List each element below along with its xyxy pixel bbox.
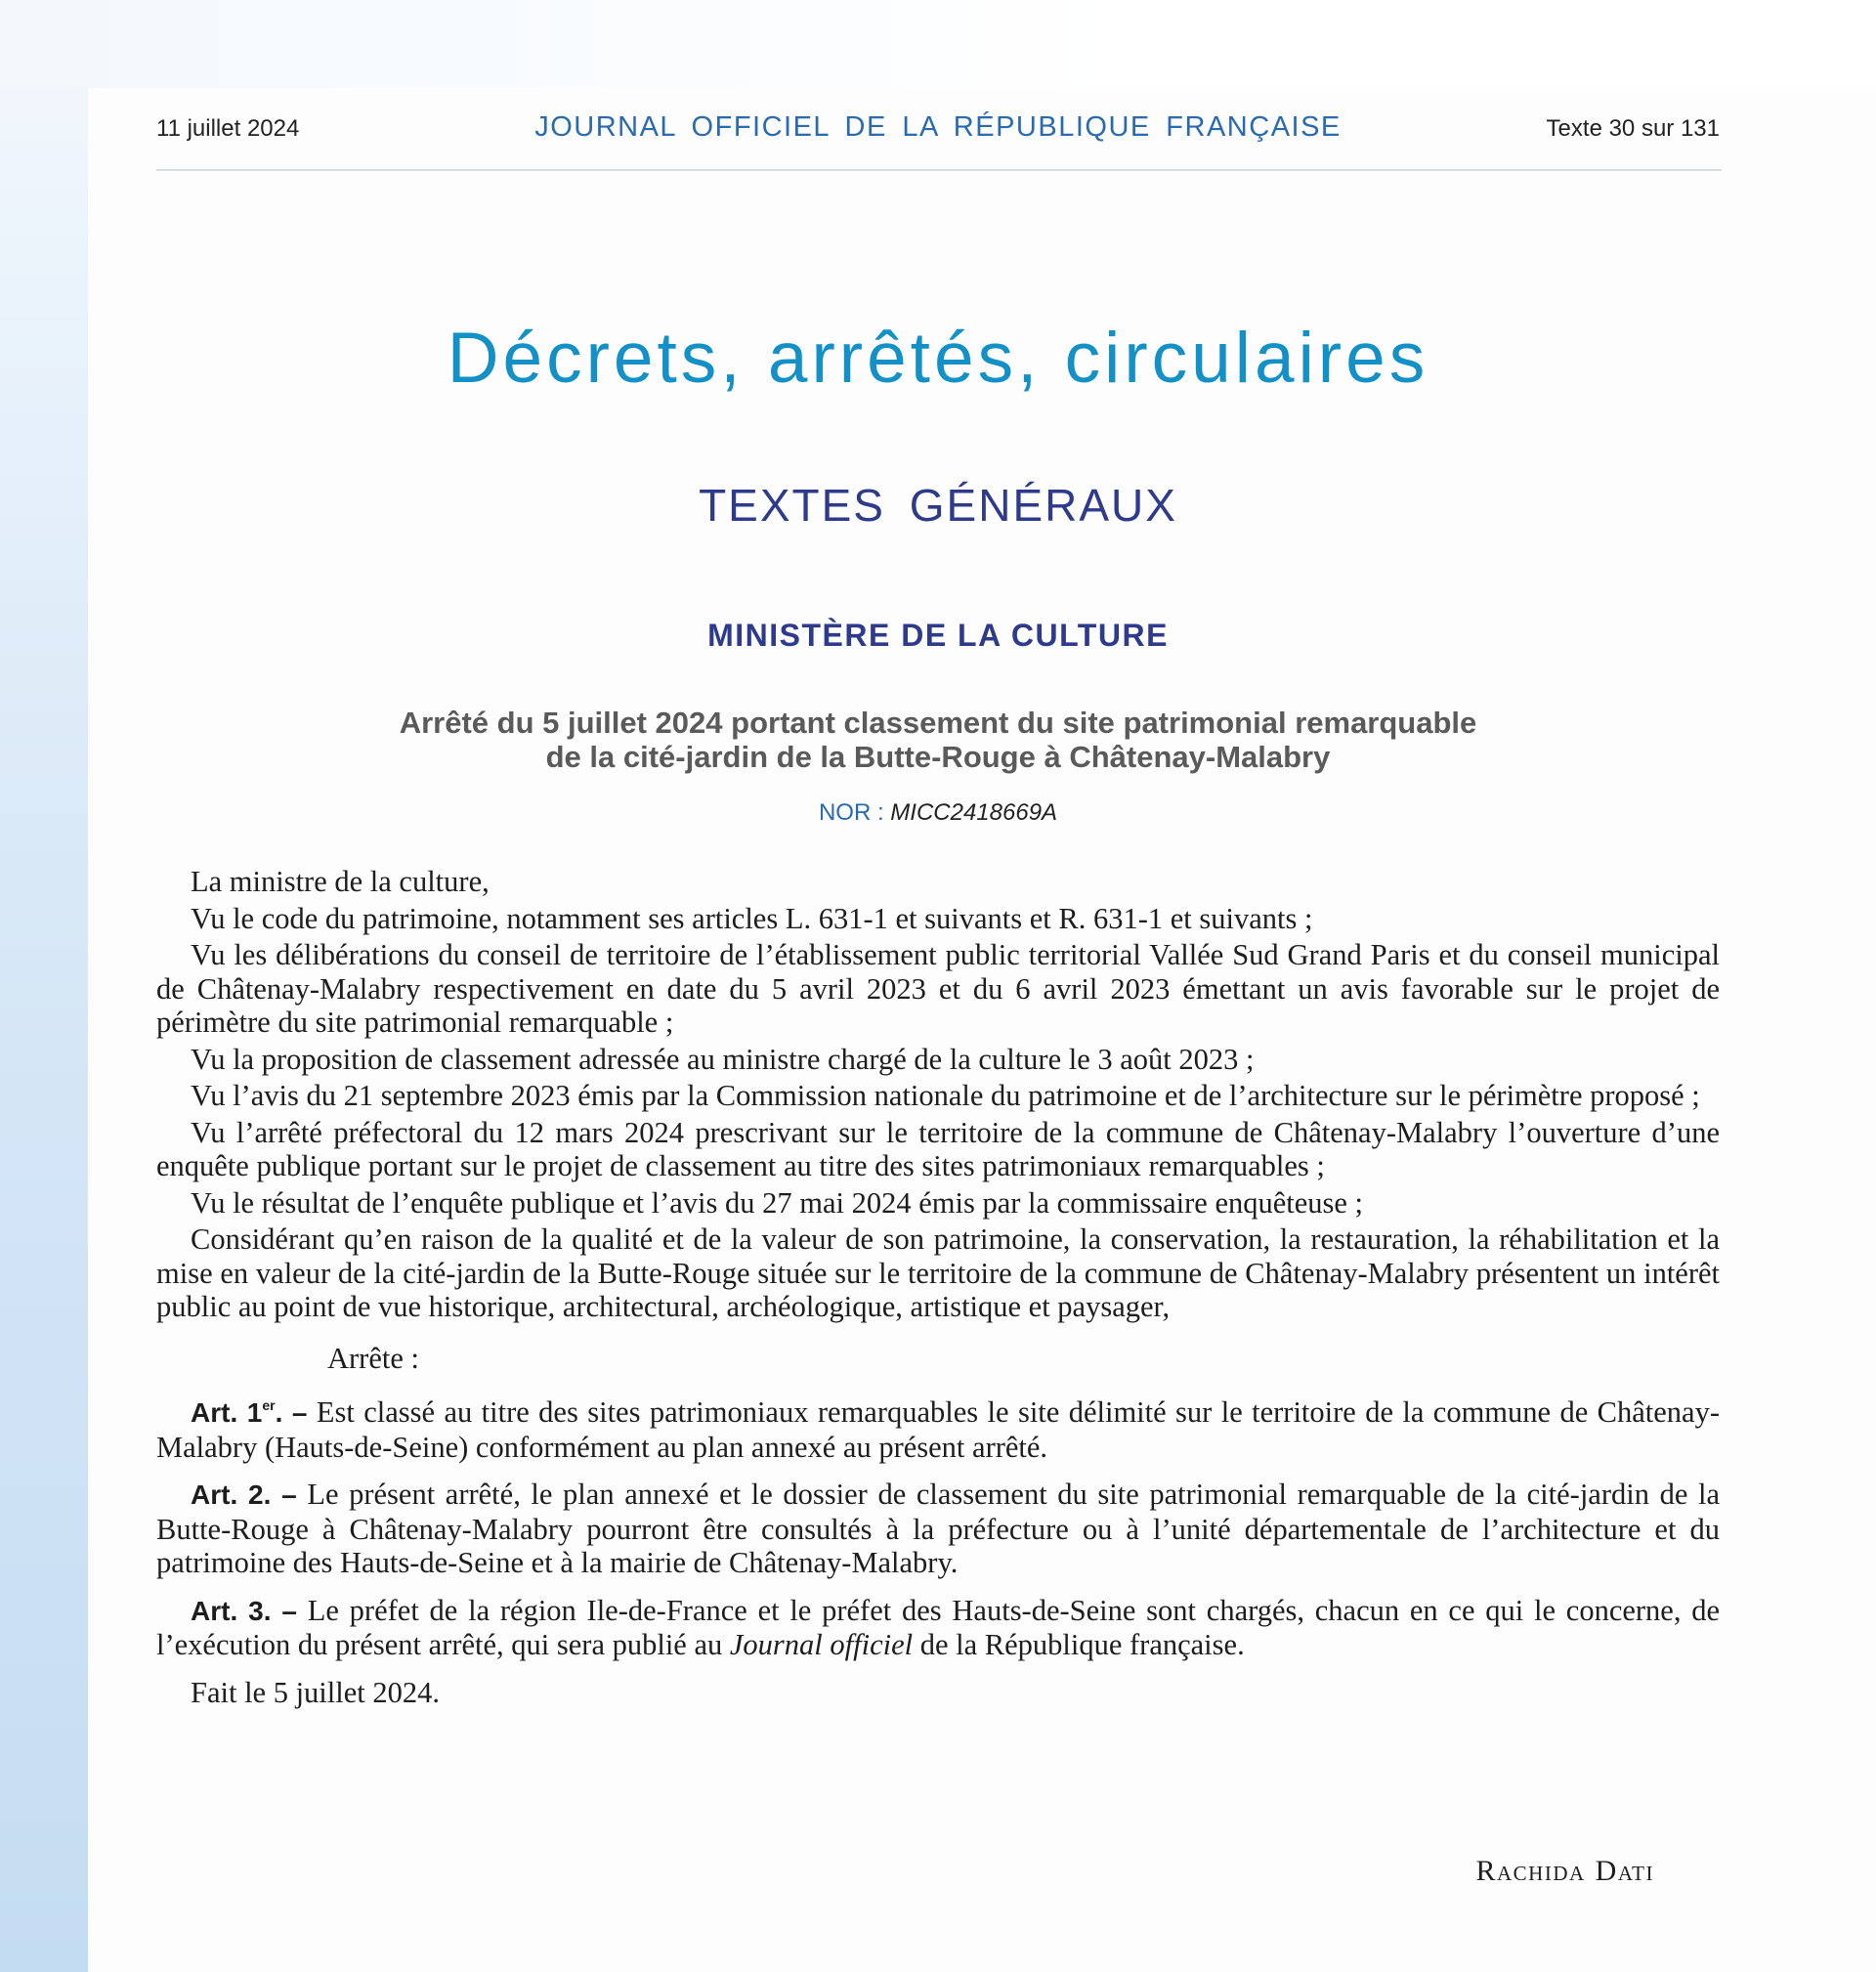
preamble-vu-deliberations: Vu les délibérations du conseil de territoire de l’établissement public territorial Vallée Sud Grand Paris et du conseil municipal de Châtenay-Malabry respectivement en date du 5 avril 2023 et du 6 avril 2023 émettant un avis favorable sur le projet de périmètre du site patrimonial remarquable ;	[156, 938, 1720, 1039]
subsection-title: TEXTES GÉNÉRAUX	[699, 480, 1177, 531]
header-journal-title: JOURNAL OFFICIEL DE LA RÉPUBLIQUE FRANÇAISE	[534, 111, 1342, 143]
preamble-vu-avis: Vu l’avis du 21 septembre 2023 émis par la Commission nationale du patrimoine et de l’architecture sur le périmètre proposé ;	[191, 1079, 1700, 1112]
section-title: Décrets, arrêtés, circulaires	[447, 319, 1429, 398]
preamble-considerant: Considérant qu’en raison de la qualité et de la valeur de son patrimoine, la conservation, la restauration, la réhabilitation et la mise en valeur de la cité-jardin de la Butte-Rouge située sur le territoire de la commune de Châtenay-Malabry présentent un intérêt public au point de vue historique, architectural, archéologique, artistique et paysager,	[156, 1222, 1720, 1323]
page-header	[156, 107, 1720, 150]
decree-title-line-2: de la cité-jardin de la Butte-Rouge à Châtenay-Malabry	[545, 740, 1331, 774]
article-3-text: Le préfet de la région Ile-de-France et le préfet des Hauts-de-Seine sont chargés, chacun en ce qui le concerne, de l’exécution du présent arrêté, qui sera publié au	[156, 1593, 1721, 1661]
nor-label: NOR :	[818, 799, 884, 826]
preamble-vu-arrete-prefectoral: Vu l’arrêté préfectoral du 12 mars 2024 prescrivant sur le territoire de la commune de Châtenay-Malabry l’ouverture d’une enquête publique portant sur le projet de classement au titre des sites patrimoniaux remarquables ;	[156, 1115, 1720, 1182]
header-text-number: Texte 30 sur 131	[1546, 115, 1720, 142]
preamble-vu-code: Vu le code du patrimoine, notamment ses articles L. 631-1 et suivants et R. 631-1 et suivants ;	[191, 901, 1313, 935]
article-2-label: Art. 2. –	[191, 1479, 297, 1510]
article-1-label: Art. 1er. –	[191, 1397, 308, 1428]
nor-value: MICC2418669A	[890, 799, 1058, 826]
article-3-text-end: de la République française.	[919, 1628, 1245, 1661]
article-1	[156, 1389, 1720, 1464]
nor-reference	[0, 799, 1876, 827]
article-1-text: Est classé au titre des sites patrimoniaux remarquables le site délimité sur le territoire de la commune de Châtenay-Malabry (Hauts-de-Seine) conformément au plan annexé au présent arrêté.	[156, 1395, 1720, 1464]
top-margin-band	[0, 0, 1876, 88]
article-3-label: Art. 3. –	[191, 1595, 297, 1626]
preamble-minister: La ministre de la culture,	[191, 865, 490, 898]
decree-body	[156, 865, 1720, 1712]
header-date: 11 juillet 2024	[156, 115, 300, 142]
left-margin-band	[0, 0, 88, 1972]
header-divider	[156, 169, 1722, 171]
signature	[1476, 1855, 1655, 1888]
closing-date: Fait le 5 juillet 2024.	[191, 1675, 440, 1709]
journal-officiel-italic: Journal officiel	[729, 1628, 914, 1661]
decree-title-line-1: Arrêté du 5 juillet 2024 portant classement du site patrimonial remarquable	[399, 706, 1477, 740]
article-2-text: Le présent arrêté, le plan annexé et le dossier de classement du site patrimonial remarquable de la cité-jardin de la Butte-Rouge à Châtenay-Malabry pourront être consultés à la préfecture ou à l’unité départementale de l’architecture et du patrimoine des Hauts-de-Seine et à la mairie de Châtenay-Malabry.	[156, 1478, 1721, 1579]
preamble-vu-enquete: Vu le résultat de l’enquête publique et l’avis du 27 mai 2024 émis par la commissaire enquêteuse ;	[191, 1185, 1364, 1220]
ministry-heading: MINISTÈRE DE LA CULTURE	[707, 618, 1169, 653]
decree-title	[0, 706, 1876, 774]
signature-last-name: Dati	[1595, 1855, 1654, 1887]
signature-first-name: Rachida	[1475, 1855, 1586, 1887]
preamble-vu-proposition: Vu la proposition de classement adressée au ministre chargé de la culture le 3 août 2023 ;	[191, 1042, 1255, 1076]
article-3	[156, 1594, 1720, 1662]
article-1-superscript: er	[262, 1397, 276, 1413]
arrete-heading: Arrête :	[327, 1341, 419, 1375]
article-2	[156, 1478, 1720, 1580]
